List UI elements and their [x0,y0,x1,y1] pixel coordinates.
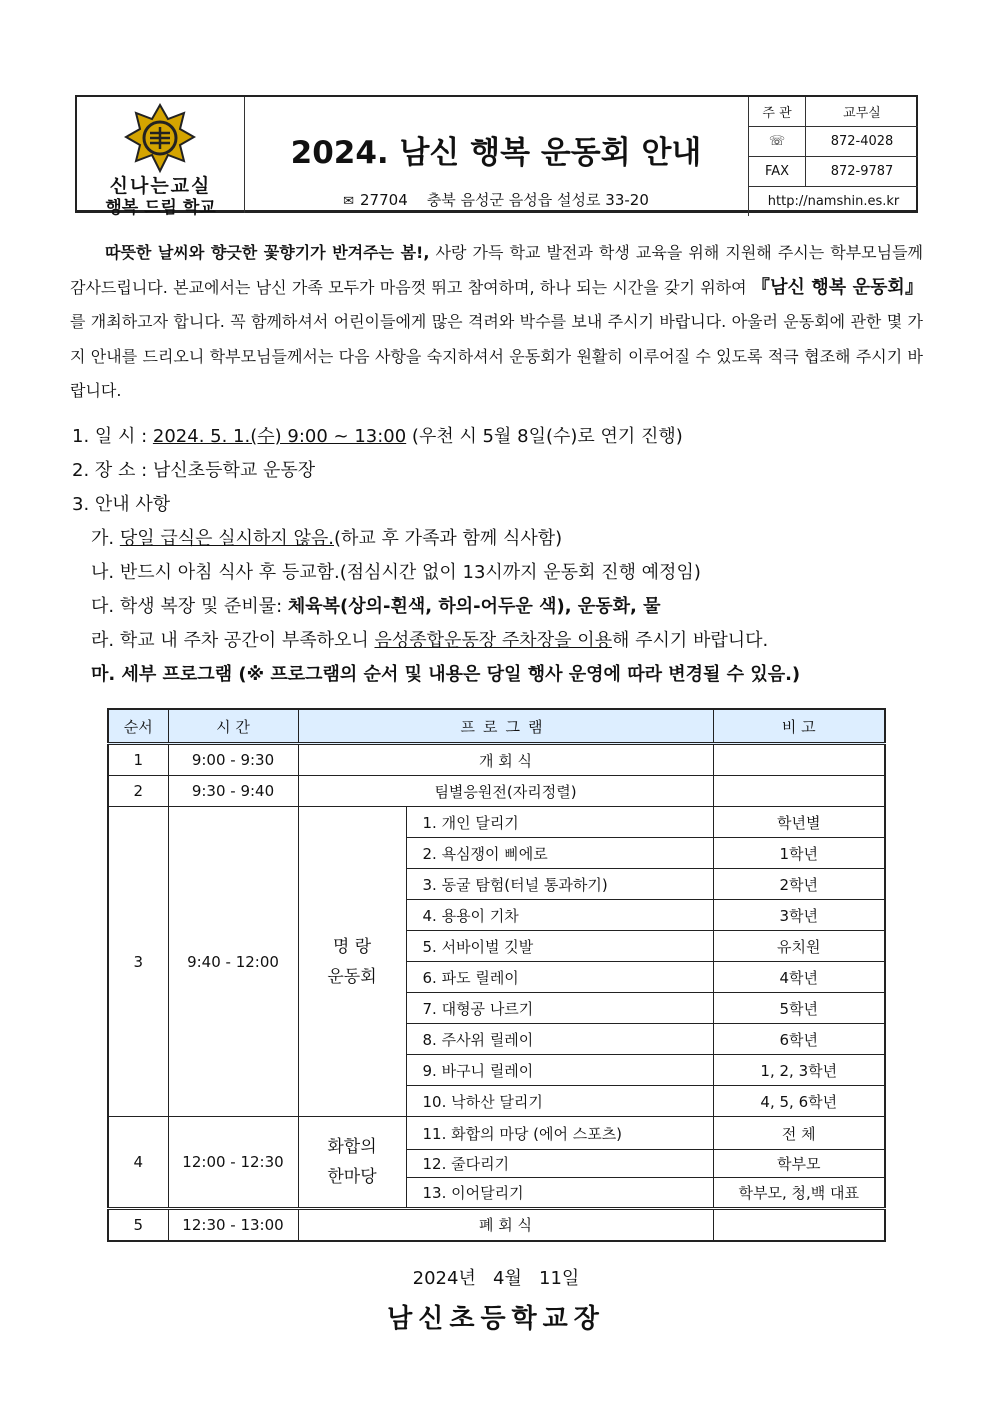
contact-info-table [748,97,918,216]
row-no: 4 [108,1117,168,1209]
website-link[interactable]: http://namshin.es.kr [749,187,919,217]
event-note: 학년별 [713,807,885,838]
program-table [107,708,886,1242]
row-no: 2 [108,776,168,807]
event-name: 7. 대형공 나르기 [406,993,713,1024]
event-note: 3학년 [713,900,885,931]
event-note: 6학년 [713,1024,885,1055]
event-note: 1, 2, 3학년 [713,1055,885,1086]
event-name: 5. 서바이벌 깃발 [406,931,713,962]
col-header-note: 비 고 [713,709,885,744]
notice-d-underlined: 음성종합운동장 주차장을 이용 [374,630,612,651]
notice-c-bold: 체육복(상의-흰색, 하의-어두운 색), 운동화, 물 [287,596,661,617]
phone-number: 872-4028 [806,127,919,157]
row-note [713,744,885,776]
event-note: 학부모 [713,1150,885,1178]
date-label: 1. 일 시 : [72,426,153,447]
event-note: 유치원 [713,931,885,962]
place-value: 남신초등학교 운동장 [152,460,316,481]
row-no: 1 [108,744,168,776]
contact-value: 교무실 [806,97,919,127]
fax-number: 872-9787 [806,157,919,187]
event-note: 5학년 [713,993,885,1024]
notice-c [72,590,932,624]
intro-paragraph [70,236,923,409]
event-name: 12. 줄다리기 [406,1150,713,1178]
row-program: 폐 회 식 [298,1209,713,1241]
title-area [244,97,748,213]
notice-items [72,420,932,692]
row-no: 5 [108,1209,168,1241]
row-time: 9:30 - 9:40 [168,776,298,807]
notice-d-prefix: 라. 학교 내 주차 공간이 부족하오니 [91,630,375,651]
notice-d [72,624,932,658]
item-date [72,420,932,454]
page-title: 2024. 남신 행복 운동회 안내 [290,135,702,171]
table-row [108,1117,885,1150]
event-name: 13. 이어달리기 [406,1178,713,1209]
date-value: 2024. 5. 1.(수) 9:00 ~ 13:00 [152,426,407,447]
notice-a-prefix: 가. [91,528,120,549]
place-label: 2. 장 소 : [72,460,153,481]
letter-header [75,95,918,218]
row-note [713,1209,885,1241]
table-header-row [108,709,885,744]
row-program: 개 회 식 [298,744,713,776]
row-no: 3 [108,807,168,1117]
event-note: 4학년 [713,962,885,993]
event-name: 8. 주사위 릴레이 [406,1024,713,1055]
item-notice-heading: 3. 안내 사항 [72,494,171,515]
group-line1: 화합의 [327,1137,377,1157]
row-time: 9:00 - 9:30 [168,744,298,776]
group-line2: 운동회 [327,966,377,987]
table-row [108,744,885,776]
intro-part2: 를 개최하고자 합니다. 꼭 함께하셔서 어린이들에게 많은 격려와 박수를 보내 주시기 바랍니다. 아울러 운동회에 관한 몇 가지 안내를 드리오니 학부모님들께서는 다음 사항을 숙지하셔서 운동회가 원활히 이루어질 수 있도록 적극 협조해 주시기 바랍니다. [70,312,923,400]
address-text: 충북 음성군 음성읍 설성로 33-20 [426,191,649,209]
table-row [108,776,885,807]
item-place [72,454,932,488]
intro-lead: 따뜻한 날씨와 향긋한 꽃향기가 반겨주는 봄!, [105,243,430,262]
row-time: 9:40 - 12:00 [168,807,298,1117]
row-time: 12:00 - 12:30 [168,1117,298,1209]
issue-date: 2024년 4월 11일 [412,1268,580,1289]
row-time: 12:30 - 13:00 [168,1209,298,1241]
slogan-line1: 신나는교실 [109,175,212,197]
row-note [713,776,885,807]
event-name: 6. 파도 릴레이 [406,962,713,993]
event-name: 4. 용용이 기차 [406,900,713,931]
col-header-time: 시 간 [168,709,298,744]
school-address [244,189,748,210]
date-note: (우천 시 5월 8일(수)로 연기 진행) [406,426,683,447]
event-name: 『남신 행복 운동회』 [751,276,924,298]
notice-e: 마. 세부 프로그램 (※ 프로그램의 순서 및 내용은 당일 행사 운영에 따라 변경될 수 있음.) [91,664,801,685]
principal-signature: 남신초등학교장 [387,1304,605,1334]
group-line2: 한마당 [327,1167,377,1187]
group-line1: 명 랑 [332,936,372,957]
school-emblem-icon [124,103,196,175]
postal-code: 27704 [360,191,408,209]
event-note: 2학년 [713,869,885,900]
table-row [108,807,885,838]
col-header-program: 프로그램 [298,709,713,744]
event-note: 1학년 [713,838,885,869]
intro-part1: 사랑 가득 학교 발전과 학생 교육을 위해 지원해 주시는 학부모님들께 감사드립니다. 본교에서는 남신 가족 모두가 마음껏 뛰고 참여하며, 하나 되는 시간을 갖기 위하여 [70,243,923,297]
notice-a-underlined: 당일 급식은 실시하지 않음. [119,528,334,549]
event-note: 학부모, 청,백 대표 [713,1178,885,1209]
event-name: 11. 화합의 마당 (에어 스포츠) [406,1117,713,1150]
notice-d-rest: 해 주시기 바랍니다. [611,630,769,651]
slogan-line2: 행복 드림 학교 [105,198,216,218]
event-note: 전 체 [713,1117,885,1150]
table-row [108,1209,885,1241]
row-group [298,1117,406,1209]
notice-a-rest: (하교 후 가족과 함께 식사함) [334,528,563,549]
event-note: 4, 5, 6학년 [713,1086,885,1117]
event-name: 3. 동굴 탐험(터널 통과하기) [406,869,713,900]
notice-c-prefix: 다. 학생 복장 및 준비물: [91,596,288,617]
notice-a [72,522,932,556]
mail-icon: ✉ [343,194,355,209]
event-name: 2. 욕심쟁이 삐에로 [406,838,713,869]
notice-b: 나. 반드시 아침 식사 후 등교함.(점심시간 없이 13시까지 운동회 진행 예정임) [91,562,701,583]
fax-label: FAX [749,157,806,187]
contact-label: 주 관 [749,97,806,127]
row-group [298,807,406,1117]
event-name: 10. 낙하산 달리기 [406,1086,713,1117]
phone-icon: ☏ [749,127,806,157]
row-program: 팀별응원전(자리정렬) [298,776,713,807]
school-logo-area [77,97,245,218]
event-name: 9. 바구니 릴레이 [406,1055,713,1086]
event-name: 1. 개인 달리기 [406,807,713,838]
col-header-order: 순서 [108,709,168,744]
